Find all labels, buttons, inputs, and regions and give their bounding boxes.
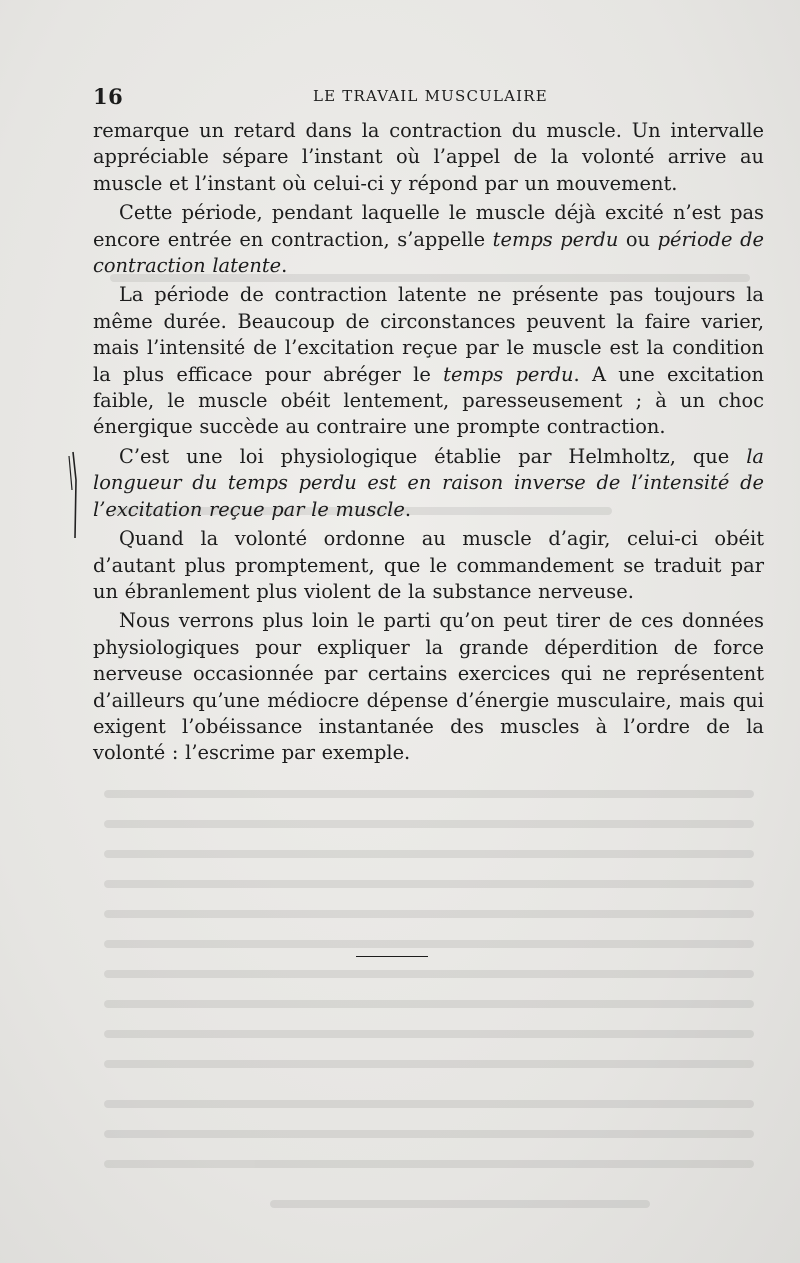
- running-title: LE TRAVAIL MUSCULAIRE: [313, 87, 548, 105]
- paragraph-5: Quand la volonté ordonne au muscle d’agir, celui-ci obéit d’autant plus promptement, que le commandement se traduit par un ébranlement plus violent de la substance nerveuse.: [93, 527, 764, 603]
- term-temps-perdu: temps perdu: [443, 362, 574, 386]
- paragraph-2: Cette période, pendant laquelle le muscle déjà excité n’est pas encore entrée en contraction, s’appelle temps perdu ou période de contraction latente.: [93, 201, 764, 278]
- paragraph-3: La période de contraction latente ne présente pas toujours la même durée. Beaucoup de circonstances peuvent la faire varier, mais l’intensité de l’excitation reçue par le muscle est la condition la plus efficace pour abréger le temps perdu. A une excitation faible, le muscle obéit lentement, paresseusement ; à un choc énergique succède au contraire une prompte contraction.: [93, 283, 764, 439]
- section-end-rule: [356, 956, 428, 957]
- main-text: [93, 118, 764, 770]
- page-number: 16: [93, 84, 124, 109]
- paragraph-6: Nous verrons plus loin le parti qu’on peut tirer de ces données physiologiques pour expliquer la grande déperdition de force nerveuse occasionnée par certains exercices qui ne représentent d’ailleurs qu’une médiocre dépense d’énergie musculaire, mais qui exigent l’obéissance instantanée des muscles à l’ordre de la volonté : l’escrime par exemple.: [93, 609, 764, 765]
- term-temps-perdu: temps perdu: [492, 227, 619, 251]
- paragraph-4: C’est une loi physiologique établie par Helmholtz, que la longueur du temps perdu est en raison inverse de l’intensité de l’excitation reçue par le muscle.: [93, 444, 764, 521]
- term-periode-latente: période de contraction latente: [93, 227, 764, 278]
- paragraph-1: remarque un retard dans la contraction du muscle. Un intervalle appréciable sépare l’instant où l’appel de la volonté arrive au muscle et l’instant où celui-ci y répond par un mouvement.: [93, 119, 764, 195]
- helmholtz-law: la longueur du temps perdu est en raison inverse de l’intensité de l’excitation reçue par le muscle: [93, 444, 764, 521]
- margin-pencil-mark: [64, 450, 84, 540]
